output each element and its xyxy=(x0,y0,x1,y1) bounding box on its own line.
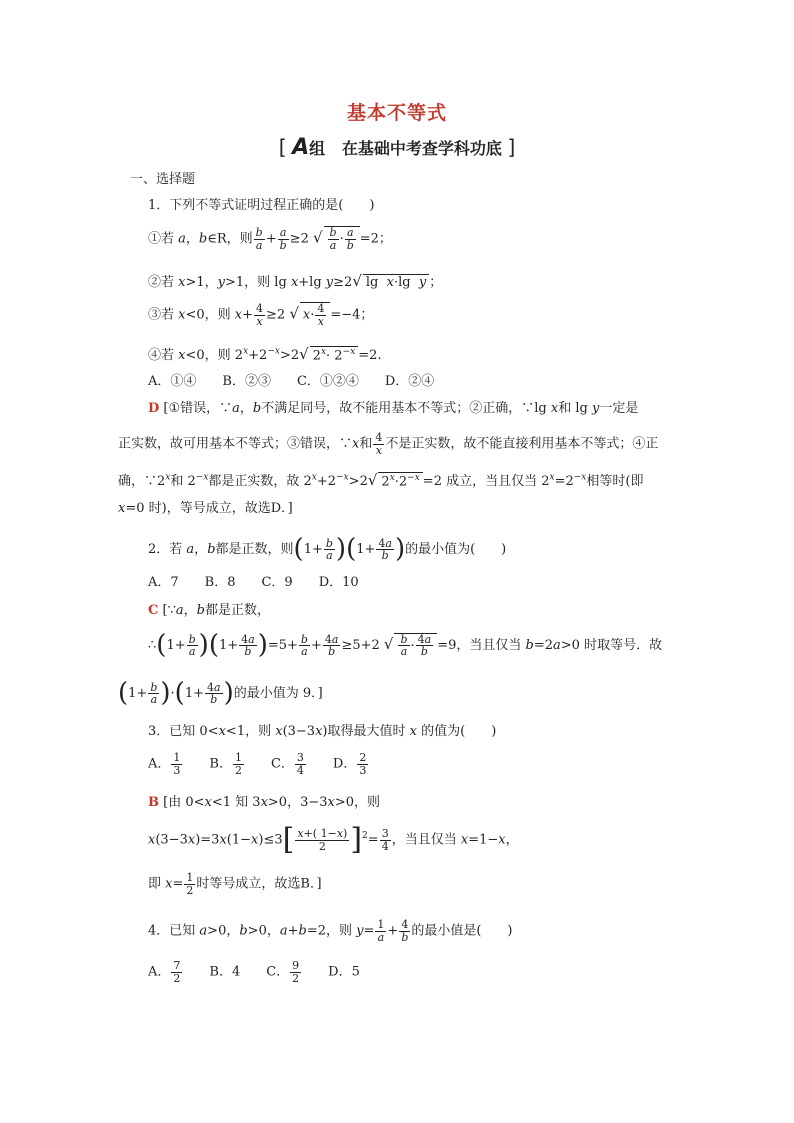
q2-solution-line-3: (1+ $\frac{b}{a}$ )·(1+ $\frac{4a}{b}$ )的最小值为 9．] xyxy=(118,678,323,708)
q1-option-2: ②若 x>1，y>1，则 lg x+lg y≥2√ lg x·lg y ； xyxy=(148,272,443,290)
q1-stem: 1．下列不等式证明过程正确的是( ) xyxy=(148,198,375,213)
q4-stem: 4．已知 a>0，b>0，a+b=2，则 y= $\frac{1}{a}$ + $\frac{4}{b}$ 的最小值是( ) xyxy=(148,918,513,944)
q1-solution-line-3: 确，∵2$^x$和 $2^{-x}$都是正实数，故 $2^x+2^{-x}>2√$ $2^x\cdot 2^{-x} =2$ 成立，当且仅当 $2^x=2^{-x}$相等时(即 xyxy=(118,471,644,489)
q2-solution-line-2: ∴(1+ $\frac{b}{a}$ )(1+ $\frac{4a}{b}$ )=5+ $\frac{b}{a}$ + $\frac{4a}{b}$ ≥5+2 √ $\frac{b}{a}$ · $\frac{4a}{b}$ =9，当且仅当 b=2a>0 时取等号．故 xyxy=(148,630,663,660)
q1-option-4: ④若 x<0，则 $2^x+2^{-x}>2√$ $2^x\cdot 2^{-x} =2$. xyxy=(148,345,382,363)
q2-answer: C xyxy=(148,603,159,618)
group-open-bracket: [ xyxy=(278,135,287,159)
q2-stem: 2．若 a，b都是正数，则(1+ $\frac{b}{a}$ )(1+ $\frac{4a}{b}$ )的最小值为( ) xyxy=(148,534,507,564)
group-subtitle: 在基础中考查学科功底 xyxy=(341,139,502,158)
q1-option-1: ①若 a，b∈R，则 $\frac{b}{a}$ + $\frac{a}{b}$ ≥2 √ $\frac{b}{a}$ · $\frac{a}{b}$ =2； xyxy=(148,226,392,252)
q2-solution-line-1: C [∵a，b都是正数， xyxy=(148,603,270,618)
group-close-bracket: ] xyxy=(507,135,516,159)
section-heading: 一、选择题 xyxy=(130,172,196,187)
q4-choices: A． $\frac{7}{2}$ B．4 C． $\frac{9}{2}$ D．5 xyxy=(148,959,360,985)
group-name: 组 xyxy=(309,139,326,158)
q3-choices: A． $\frac{1}{3}$ B． $\frac{1}{2}$ C． $\frac{3}{4}$ D． $\frac{2}{3}$ xyxy=(148,751,367,777)
group-heading xyxy=(0,135,794,160)
q3-solution-line-2: x(3−3x)=3x(1−x)≤3[ $\frac{x+( 1-x)}{2}$ ]$^2$= $\frac{3}{4}$ ，当且仅当 x=1−x， xyxy=(148,822,519,857)
q1-solution-line-2: 正实数，故可用基本不等式；③错误，∵x和 $\frac{4}{x}$ 不是正实数，故不能直接利用基本不等式；④正 xyxy=(118,431,659,457)
q1-choices: A．①④ B．②③ C．①②④ D．②④ xyxy=(148,374,435,389)
q2-choices: A．7 B．8 C．9 D．10 xyxy=(148,575,359,590)
q3-solution-line-3: 即 x= $\frac{1}{2}$ 时等号成立，故选B．] xyxy=(148,871,322,897)
q1-solution-line-4: x=0 时)，等号成立，故选D．] xyxy=(118,501,293,516)
q3-solution-line-1: B [由 0<x<1 知 3x>0，3−3x>0，则 xyxy=(148,795,381,810)
q1-solution-line-1: D [①错误，∵a，b不满足同号，故不能用基本不等式；②正确，∵lg x和 lg y一定是 xyxy=(148,401,639,416)
group-letter: A xyxy=(292,135,310,160)
q3-answer: B xyxy=(148,795,159,810)
q3-stem: 3．已知 0<x<1，则 x(3−3x)取得最大值时 x 的值为( ) xyxy=(148,724,497,739)
q1-option-3: ③若 x<0，则 x+ $\frac{4}{x}$ ≥2 √ x· $\frac{4}{x}$ =−4； xyxy=(148,302,374,328)
page-title: 基本不等式 xyxy=(346,102,447,124)
q1-answer: D xyxy=(148,401,160,416)
